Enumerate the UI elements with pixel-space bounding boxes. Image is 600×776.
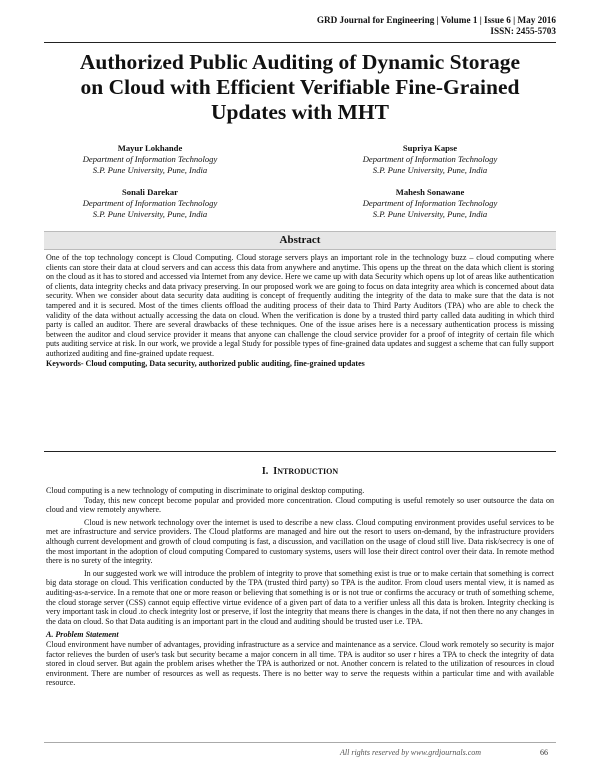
title-line-1: Authorized Public Auditing of Dynamic Storage [79, 50, 521, 74]
journal-line: GRD Journal for Engineering | Volume 1 | Issue 6 | May 2016 [316, 15, 556, 25]
author-univ: S.P. Pune University, Pune, India [372, 165, 488, 175]
section-title-initial: I [273, 466, 278, 477]
author-name: Supriya Kapse [402, 143, 458, 153]
introduction-body [46, 486, 554, 688]
paragraph: Cloud computing is a new technology of computing in discriminate to original desktop computing. [46, 486, 365, 495]
journal-header [317, 15, 556, 37]
footer-rights: All rights reserved by www.grdjournals.com [340, 748, 482, 757]
author-1 [30, 143, 270, 176]
issn: ISSN: 2455-5703 [490, 26, 556, 36]
section-number: I. [261, 466, 269, 477]
abstract-heading: Abstract [279, 234, 321, 246]
paper-title [44, 50, 556, 125]
author-dept: Department of Information Technology [82, 154, 218, 164]
page-number: 66 [540, 748, 548, 757]
author-univ: S.P. Pune University, Pune, India [92, 209, 208, 219]
author-dept: Department of Information Technology [82, 198, 218, 208]
section-rule [44, 451, 556, 452]
author-4 [310, 187, 550, 220]
abstract-body [46, 253, 554, 368]
paragraph: Cloud environment have number of advantages, providing infrastructure as a service and maintenance as a service. Cloud work remotely so security is major factor relieves the burden of user's task but security became a major concern in all time. TPA is auditor so user r hires a TPA to check the integrity of data stored in cloud server. But again the problem arises whether the TPA is authorized or not. Another concern is related to the utilization of resources in cloud environment. There are number of resources as well as requests. There is no better way to serve the requests within a particular time and with available resource. [46, 639, 554, 688]
author-univ: S.P. Pune University, Pune, India [92, 165, 208, 175]
paragraph: Today, this new concept become popular and provided more concentration. Cloud computing is useful remotely so user outsource the data on cloud and view remotely anywhere. [46, 495, 554, 515]
section-heading-introduction [44, 466, 556, 477]
paragraph: Cloud is new network technology over the internet is used to describe a new class. Cloud computing environment provides useful services to be met are infrastructure and service providers. The Cloud platforms are managed and hire out the resort to users on-demand, by the infrastructure providers although current development and growth of cloud computing is fast, a discussion, and vacillation on the usage of cloud still live. Data risk/secrecy is one of the most important in the adoption of cloud computing Compared to customary systems, users will lose their direct control over their data. In remote method there is no surety of the integrity. [46, 517, 554, 566]
author-3 [30, 187, 270, 220]
author-name: Mayur Lokhande [117, 143, 183, 153]
author-dept: Department of Information Technology [362, 154, 498, 164]
header-rule [44, 42, 556, 43]
author-univ: S.P. Pune University, Pune, India [372, 209, 488, 219]
author-2 [310, 143, 550, 176]
title-line-3: Updates with MHT [211, 100, 389, 124]
footer-rule [44, 742, 556, 743]
author-name: Mahesh Sonawane [395, 187, 465, 197]
abstract-text: One of the top technology concept is Cloud Computing. Cloud storage servers plays an important role in the technology buzz – cloud computing where clients can store their data at cloud servers and can access this data from anywhere and anytime. This opens up the threat on the data which client is storing on the cloud as it has to stored and accessed via Internet from any device. Here we came up with data Security which opens up lot of areas like authentication of clients, data integrity checks and data privacy preserving. In our proposed work we are going to focus on data integrity area which is concerned about data security. When we consider about data security data auditing is concept of frequently auditing the integrity of the data to make sure that the data is not tampered and it is secured. Most of the times clients offload the auditing process of their data to Third Party Auditors (TPA) who are able to check the validity of the data without actually accessing the data on cloud. When the verification is done by a trusted third party called data auditing in which third party is called an auditor. There are several drawbacks of these techniques. One of the issue arises here is a necessary authentication process is missing between the auditor and cloud service provider it means that anyone can challenge the cloud service provider for a proof of integrity of certain file which puts auditing service at risk. In our work, we provide a legal Study for possible types of fine-grained data updates and suggest a scheme that can fully support authorized auditing and fine-grained update request. [46, 253, 554, 358]
title-line-2: on Cloud with Efficient Verifiable Fine-Grained [80, 75, 520, 99]
paragraph: In our suggested work we will introduce the problem of integrity to prove that something exist is true or to make certain that something is correct big data storage on cloud. This verification conducted by the TPA (trusted third party) so TPA is the auditor. From cloud users mental view, it is named as auditing-as-a-service. In a remote that one or more reason or believing that something is or is not true or confirms the accuracy or truth of something scheme, the cloud storage server (CSS) cannot equip effective virtue evidence of a given part of data to a verifier unless all this data is broken. Integrity checking is very important task in cloud .to check integrity lost or preserve, if lost the integrity that means there is changes in the data, if not then there no any changes in the data on cloud. So that Data auditing is an important part in the cloud and auditing should be trusted user i.e. TPA. [46, 568, 554, 626]
keywords: Keywords- Cloud computing, Data security, authorized public auditing, fine-grained updates [46, 358, 365, 368]
author-name: Sonali Darekar [122, 187, 178, 197]
sub-heading: A. Problem Statement [46, 630, 119, 640]
author-dept: Department of Information Technology [362, 198, 498, 208]
section-title-rest: NTRODUCTION [277, 467, 339, 476]
